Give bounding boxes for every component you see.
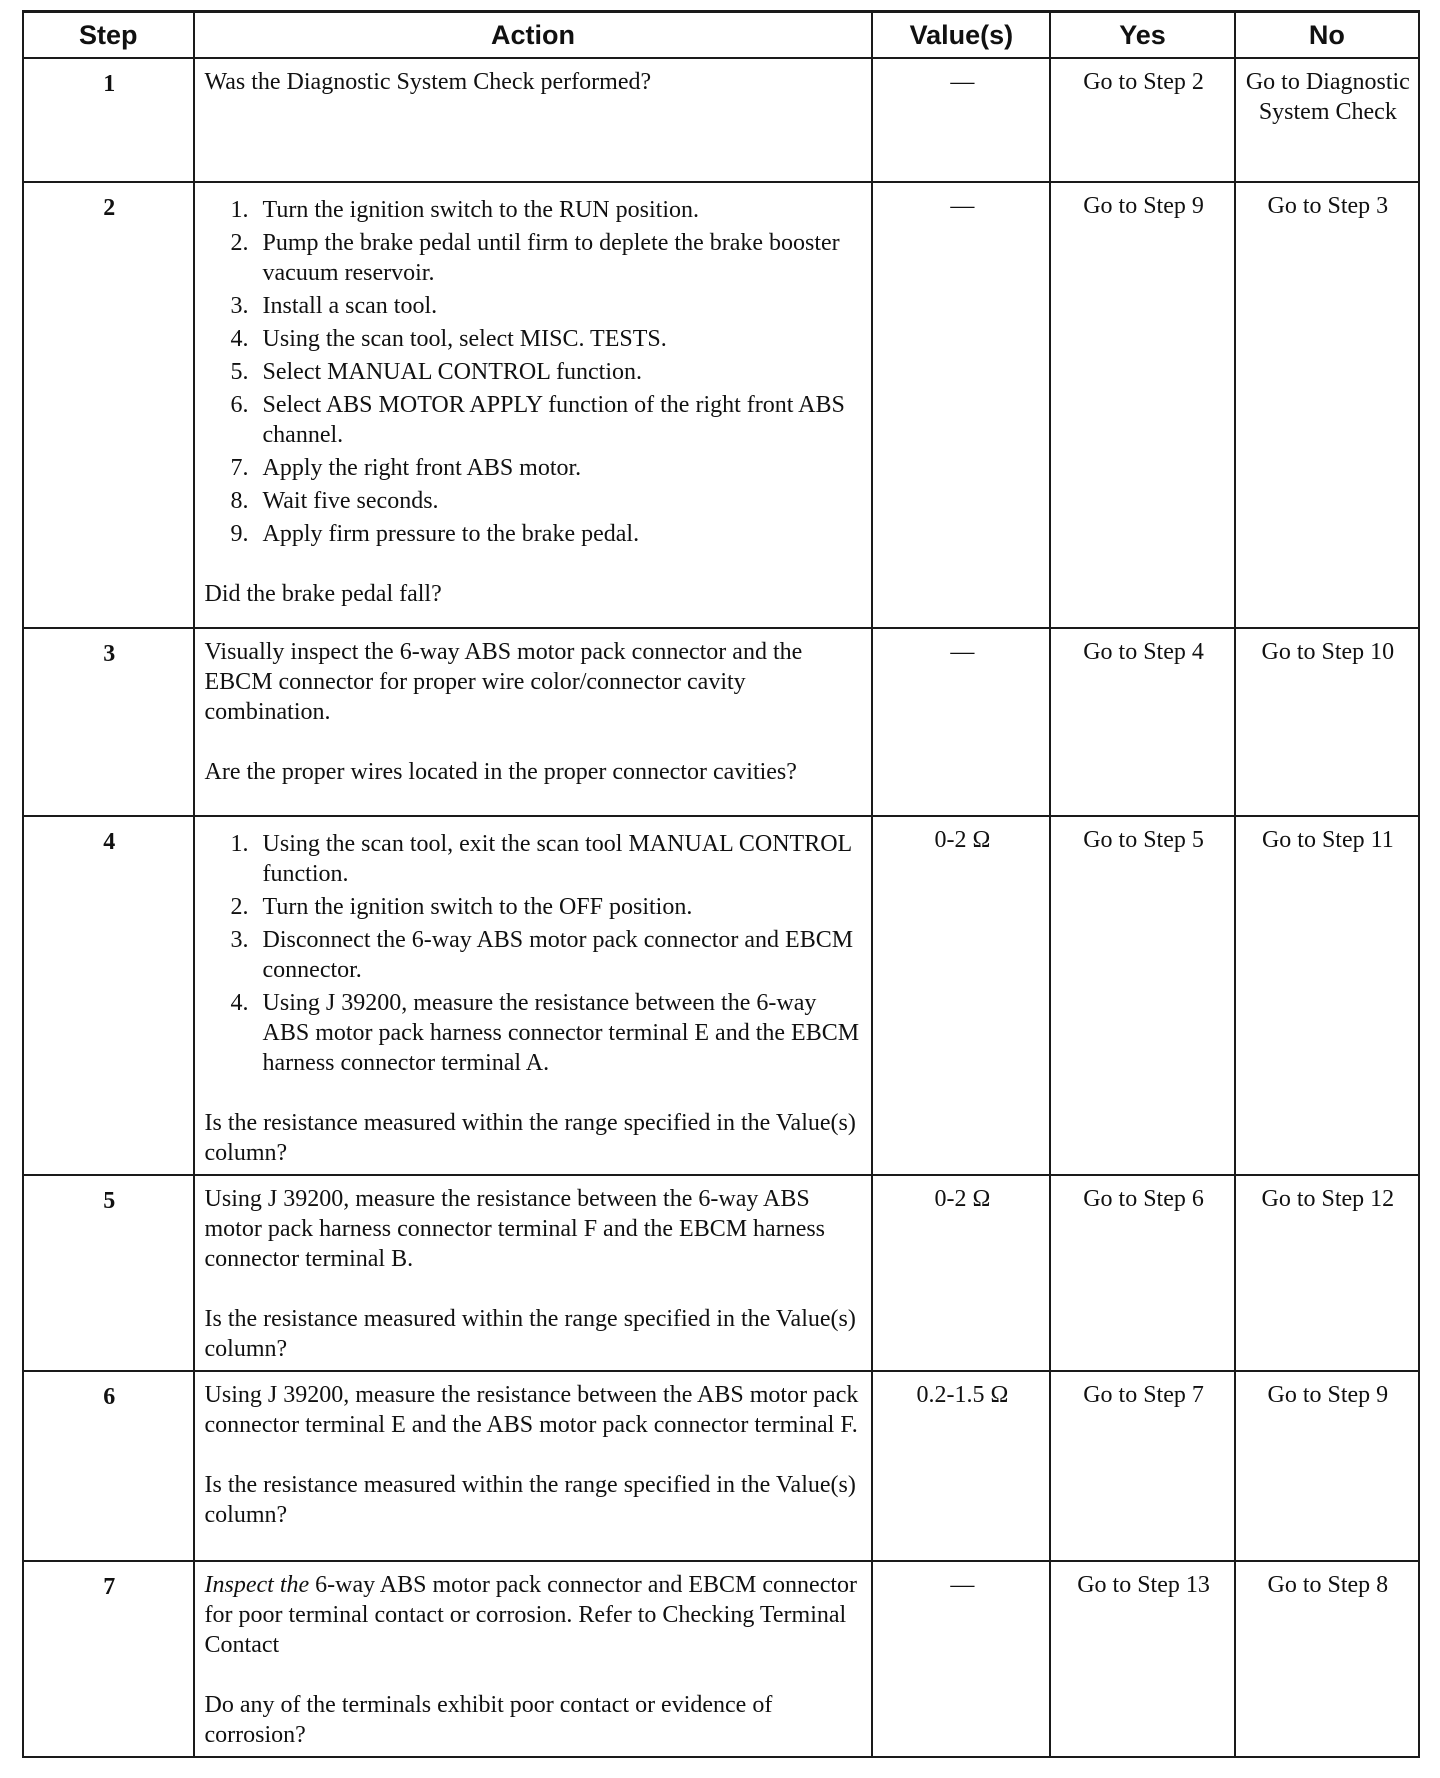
table-row <box>23 816 1419 1175</box>
action-question: Is the resistance measured within the range specified in the Value(s) column? <box>204 1306 856 1362</box>
yes-cell: Go to Step 13 <box>1050 1561 1234 1757</box>
yes-cell: Go to Step 5 <box>1050 816 1234 1175</box>
yes-cell: Go to Step 7 <box>1050 1371 1234 1561</box>
action-cell <box>194 182 873 628</box>
list-item: 6. Select ABS MOTOR APPLY function of the right front ABS channel. <box>230 392 845 448</box>
header-step: Step <box>23 12 194 59</box>
no-cell: Go to Step 8 <box>1235 1561 1419 1757</box>
no-cell: Go to Diagnostic System Check <box>1235 58 1419 182</box>
substep-list <box>205 829 864 1078</box>
value-cell: — <box>872 1561 1050 1757</box>
list-item: 7. Apply the right front ABS motor. <box>230 455 582 481</box>
action-question: Do any of the terminals exhibit poor contact or evidence of corrosion? <box>204 1692 773 1748</box>
action-question: Did the brake pedal fall? <box>204 581 442 607</box>
list-item: 2. Pump the brake pedal until firm to deplete the brake booster vacuum reservoir. <box>230 230 840 286</box>
table-row <box>23 1561 1419 1757</box>
list-item: 3. Install a scan tool. <box>230 293 438 319</box>
header-yes: Yes <box>1050 12 1234 59</box>
no-cell: Go to Step 9 <box>1235 1371 1419 1561</box>
action-question: Is the resistance measured within the range specified in the Value(s) column? <box>204 1472 856 1528</box>
value-cell: — <box>872 628 1050 816</box>
list-item: 2. Turn the ignition switch to the OFF position. <box>230 894 693 920</box>
yes-cell: Go to Step 9 <box>1050 182 1234 628</box>
step-number: 3 <box>23 628 194 816</box>
value-cell: — <box>872 58 1050 182</box>
value-cell: 0-2 Ω <box>872 1175 1050 1371</box>
no-cell: Go to Step 11 <box>1235 816 1419 1175</box>
value-cell: 0.2-1.5 Ω <box>872 1371 1050 1561</box>
list-item: 3. Disconnect the 6-way ABS motor pack connector and EBCM connector. <box>230 927 854 983</box>
table-row <box>23 182 1419 628</box>
step-number: 4 <box>23 816 194 1175</box>
list-item: 1. Using the scan tool, exit the scan tool MANUAL CONTROL function. <box>230 831 852 887</box>
action-question: Are the proper wires located in the proper connector cavities? <box>204 759 797 785</box>
table-row <box>23 1175 1419 1371</box>
action-cell <box>194 628 873 816</box>
step-number: 6 <box>23 1371 194 1561</box>
table-row <box>23 1371 1419 1561</box>
action-text: Visually inspect the 6-way ABS motor pack connector and the EBCM connector for proper wire color/connector cavity combination. <box>204 639 803 725</box>
list-item: 4. Using the scan tool, select MISC. TESTS. <box>230 326 667 352</box>
list-item: 1. Turn the ignition switch to the RUN position. <box>230 197 699 223</box>
diagnostic-table-page <box>22 10 1420 1758</box>
list-item: 4. Using J 39200, measure the resistance between the 6-way ABS motor pack harness connector terminal E and the EBCM harness connector terminal A. <box>230 990 860 1076</box>
table-row <box>23 58 1419 182</box>
action-text: Using J 39200, measure the resistance between the 6-way ABS motor pack harness connector terminal F and the EBCM harness connector terminal B. <box>204 1186 826 1272</box>
step-number: 2 <box>23 182 194 628</box>
action-lead: Inspect the <box>204 1572 310 1598</box>
no-cell: Go to Step 10 <box>1235 628 1419 816</box>
action-text: Was the Diagnostic System Check performed? <box>204 69 652 95</box>
step-number: 1 <box>23 58 194 182</box>
value-cell: 0-2 Ω <box>872 816 1050 1175</box>
list-item: 5. Select MANUAL CONTROL function. <box>230 359 643 385</box>
diagnostic-table <box>22 10 1420 1758</box>
no-cell: Go to Step 3 <box>1235 182 1419 628</box>
yes-cell: Go to Step 6 <box>1050 1175 1234 1371</box>
action-question: Is the resistance measured within the range specified in the Value(s) column? <box>204 1110 856 1166</box>
no-cell: Go to Step 12 <box>1235 1175 1419 1371</box>
header-row <box>23 12 1419 59</box>
action-text: Using J 39200, measure the resistance between the ABS motor pack connector terminal E and the ABS motor pack connector terminal F. <box>204 1382 859 1438</box>
yes-cell: Go to Step 2 <box>1050 58 1234 182</box>
step-number: 5 <box>23 1175 194 1371</box>
list-item: 8. Wait five seconds. <box>230 488 439 514</box>
action-text: Inspect the 6-way ABS motor pack connector and EBCM connector for poor terminal contact or corrosion. Refer to Checking Terminal Contact <box>204 1572 858 1658</box>
header-action: Action <box>194 12 873 59</box>
action-cell <box>194 1371 873 1561</box>
step-number: 7 <box>23 1561 194 1757</box>
header-values: Value(s) <box>872 12 1050 59</box>
table-row <box>23 628 1419 816</box>
action-cell <box>194 58 873 182</box>
action-cell <box>194 816 873 1175</box>
action-cell <box>194 1175 873 1371</box>
value-cell: — <box>872 182 1050 628</box>
action-cell <box>194 1561 873 1757</box>
list-item: 9. Apply firm pressure to the brake pedal. <box>230 521 640 547</box>
header-no: No <box>1235 12 1419 59</box>
substep-list <box>205 195 864 549</box>
yes-cell: Go to Step 4 <box>1050 628 1234 816</box>
